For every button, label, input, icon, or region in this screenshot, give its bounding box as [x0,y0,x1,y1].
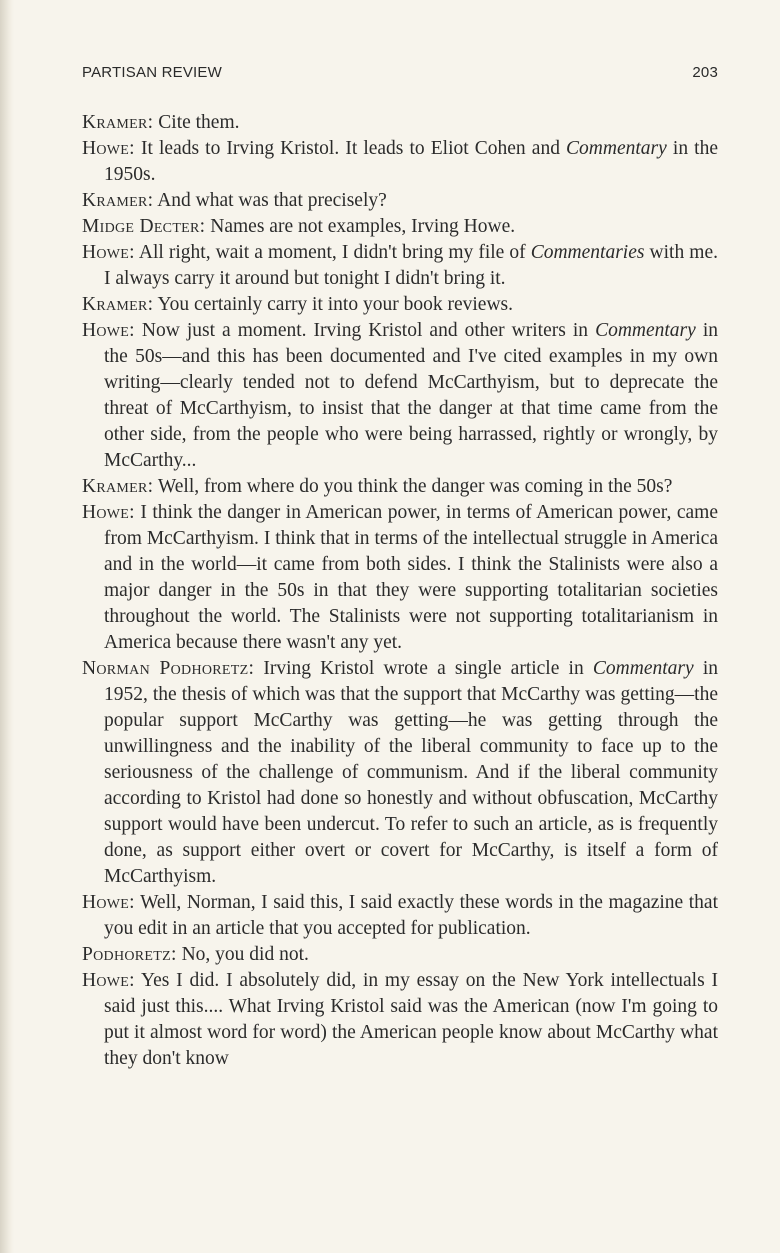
speaker-name: Kramer: [82,294,154,315]
speech-text: No, you did not. [176,944,309,965]
speaker-name: Howe: [82,242,135,263]
page-binding-shadow [0,0,14,1253]
dialogue-paragraph [82,292,718,318]
speech-text: Now just a moment. Irving Kristol and other writers in [134,320,596,341]
dialogue-paragraph [82,318,718,474]
dialogue-paragraph [82,656,718,890]
speaker-name: Howe: [82,320,135,341]
speaker-name: Howe: [82,502,135,523]
speech-text: in 1952, the thesis of which was that the support that McCarthy was getting—the popular support McCarthy was getting—he was getting through the unwillingness and the inability of the liberal community to face up to the seriousness of the challenge of communism. And if the liberal community according to Kristol had done so honestly and without obfuscation, McCarthy support would have been undercut. To refer to such an article, as is frequently done, as support either overt or covert for McCarthy, is itself a form of McCarthyism. [104,658,718,887]
dialogue-paragraph [82,500,718,656]
speech-text: You certainly carry it into your book reviews. [153,294,513,315]
speaker-name: Norman Podhoretz: [82,658,255,679]
speech-text: Well, from where do you think the danger was coming in the 50s? [153,476,673,497]
speech-text: I think the danger in American power, in terms of American power, came from McCarthyism. I think that in terms of the intellectual struggle in America and in the world—it came from both sides. I think the Stalinists were also a major danger in the 50s in that they were supporting totalitarian societies throughout the world. The Stalinists were not supporting totalitarianism in America because there wasn't any yet. [104,502,718,653]
dialogue-transcript [82,110,718,1072]
dialogue-paragraph [82,214,718,240]
speech-text: And what was that precisely? [153,190,387,211]
dialogue-paragraph [82,942,718,968]
speech-text: with me. I always carry it around but tonight I didn't bring it. [104,242,718,289]
dialogue-paragraph [82,968,718,1072]
speech-text: in the 1950s. [104,138,718,185]
italic-title-text: Commentaries [530,242,645,263]
speaker-name: Howe: [82,138,135,159]
speaker-name: Midge Decter: [82,216,206,237]
page-number: 203 [692,64,718,81]
speech-text: All right, wait a moment, I didn't bring my file of [134,242,531,263]
italic-title-text: Commentary [595,320,696,341]
speech-text: Well, Norman, I said this, I said exactly these words in the magazine that you edit in an article that you accepted for publication. [104,892,718,939]
dialogue-paragraph [82,240,718,292]
italic-title-text: Commentary [592,658,694,679]
dialogue-paragraph [82,890,718,942]
speech-text: in the 50s—and this has been documented and I've cited examples in my own writing—clearly tended not to defend McCarthyism, but to deprecate the threat of McCarthyism, to insist that the danger at that time came from the other side, from the people who were being harrassed, rightly or wrongly, by McCarthy... [104,320,719,471]
speaker-name: Kramer: [82,190,154,211]
italic-title-text: Commentary [566,138,667,159]
speaker-name: Howe: [82,970,135,991]
speech-text: Yes I did. I absolutely did, in my essay on the New York intellectuals I said just this.... What Irving Kristol said was the American (now I'm going to put it almost word for word) the American people know about McCarthy what they don't know [104,970,718,1069]
speaker-name: Kramer: [82,476,154,497]
speaker-name: Podhoretz: [82,944,177,965]
journal-title: PARTISAN REVIEW [82,64,222,81]
speaker-name: Howe: [82,892,135,913]
dialogue-paragraph [82,188,718,214]
speaker-name: Kramer: [82,112,154,133]
dialogue-paragraph [82,110,718,136]
speech-text: Irving Kristol wrote a single article in [254,658,593,679]
speech-text: It leads to Irving Kristol. It leads to Eliot Cohen and [134,138,567,159]
speech-text: Names are not examples, Irving Howe. [205,216,516,237]
running-header [82,64,718,81]
speech-text: Cite them. [153,112,240,133]
dialogue-paragraph [82,474,718,500]
dialogue-paragraph [82,136,718,188]
